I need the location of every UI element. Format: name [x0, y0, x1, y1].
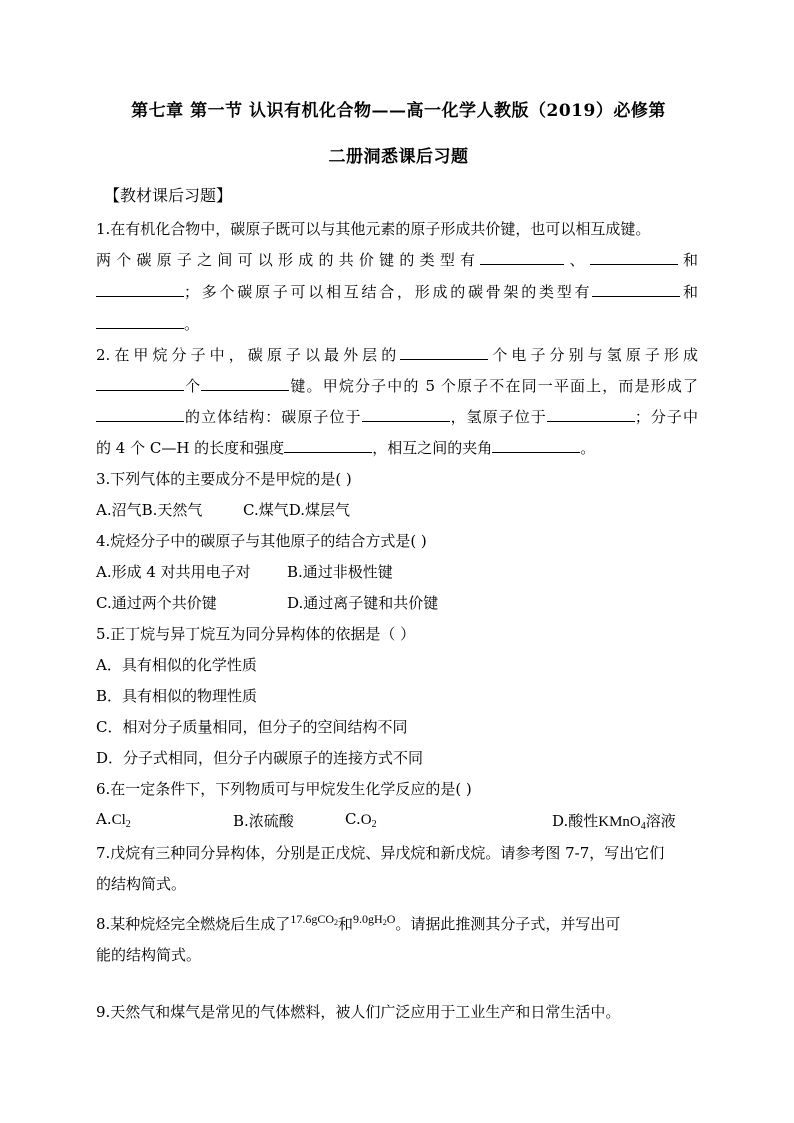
q7-line-2: 的结构简式。	[96, 875, 187, 893]
q2-text: ；分子中	[634, 408, 698, 426]
q1-line-4	[96, 313, 698, 334]
formula-kmno4: KMnO	[598, 814, 641, 830]
q3-options-c-d[interactable]: C.煤气D.煤层气	[243, 501, 350, 519]
q5-option-c[interactable]: C．相对分子质量相同，但分子的空间结构不同	[96, 718, 408, 736]
q8-line-2: 能的结构简式。	[96, 946, 202, 964]
q2-blank-3[interactable]	[201, 376, 289, 391]
q1-blank-1[interactable]	[480, 250, 564, 265]
q4-stem: 4.烷烃分子中的碳原子与其他原子的结合方式是( )	[96, 532, 427, 550]
q7-line-1: 7.戊烷有三种同分异构体，分别是正戊烷、异戊烷和新戊烷。请参考图 7-7，写出它们	[96, 844, 665, 862]
q2-text: 的 4 个 C—H 的长度和强度	[96, 439, 285, 457]
formula-o2: O	[360, 812, 372, 828]
q5-option-d[interactable]: D．分子式相同，但分子内碳原子的连接方式不同	[96, 749, 424, 767]
q2-line-2	[96, 375, 698, 396]
q1-line-3	[96, 281, 698, 302]
q2-text: ，氢原子位于	[449, 408, 547, 426]
formula-co2: 17.6gCO	[290, 912, 334, 926]
q2-blank-7[interactable]	[284, 438, 372, 453]
q4-option-c[interactable]: C.通过两个共价键	[96, 594, 217, 612]
q2-line-4	[96, 437, 698, 458]
q4-option-d[interactable]: D.通过离子键和共价键	[287, 594, 439, 612]
q1-line-1: 1.在有机化合物中，碳原子既可以与其他元素的原子形成共价键，也可以相互成键。	[96, 220, 651, 238]
q2-blank-5[interactable]	[362, 407, 450, 422]
q2-line-3	[96, 406, 698, 427]
q1-line-2	[96, 249, 698, 270]
q6-stem: 6.在一定条件下，下列物质可与甲烷发生化学反应的是( )	[96, 780, 472, 798]
q1-blank-4[interactable]	[592, 282, 680, 297]
q6-option-a[interactable]	[96, 810, 131, 830]
q5-option-a[interactable]: A．具有相似的化学性质	[96, 656, 257, 674]
q4-option-b[interactable]: B.通过非极性键	[287, 563, 393, 581]
formula-subscript: 2	[125, 819, 131, 830]
q8-line-1	[96, 912, 698, 934]
q2-blank-1[interactable]	[400, 345, 488, 360]
q1-blank-2[interactable]	[590, 250, 678, 265]
formula-subscript: 2	[382, 918, 387, 927]
q1-text: 和	[677, 251, 698, 269]
formula-subscript: 4	[640, 821, 646, 832]
q1-text: 。	[184, 315, 200, 333]
q6-option-d-suffix: 溶液	[645, 812, 676, 830]
q2-blank-8[interactable]	[492, 438, 580, 453]
formula-h2o: 9.0gH	[353, 912, 383, 926]
q1-text: 两个碳原子之间可以形成的共价键的类型有	[96, 251, 481, 269]
q2-text: 。	[580, 439, 596, 457]
q2-blank-4[interactable]	[96, 407, 184, 422]
q5-option-b[interactable]: B．具有相似的物理性质	[96, 687, 258, 705]
q2-text: 键。甲烷分子中的 5 个原子不在同一平面上，而是形成了	[289, 377, 698, 395]
q2-text: 个电子分别与氢原子形成	[488, 346, 698, 364]
section-label: 【教材课后习题】	[104, 186, 233, 205]
formula-cl2: Cl	[111, 812, 126, 828]
q2-text: 的立体结构：碳原子位于	[184, 408, 362, 426]
q8-mass-h2o	[353, 912, 395, 926]
q6-option-b[interactable]: B.浓硫酸	[233, 812, 294, 830]
q2-line-1	[96, 344, 698, 365]
q4-option-a[interactable]: A.形成 4 对共用电子对	[96, 563, 251, 581]
document-title-line-2: 二册洞悉课后习题	[328, 147, 469, 167]
q5-stem: 5.正丁烷与异丁烷互为同分异构体的依据是（ ）	[96, 625, 416, 643]
formula-subscript: 2	[371, 819, 377, 830]
q8-text: 和	[338, 915, 354, 933]
q6-option-c-label: C.	[345, 810, 361, 828]
q1-blank-3[interactable]	[96, 282, 184, 297]
q2-text: ，相互之间的夹角	[372, 439, 493, 457]
q2-blank-2[interactable]	[96, 376, 184, 391]
q9-line-1: 9.天然气和煤气是常见的气体燃料，被人们广泛应用于工业生产和日常生活中。	[96, 1003, 621, 1021]
q8-text: 8.某种烷烃完全燃烧后生成了	[96, 915, 291, 933]
document-title-line-1: 第七章 第一节 认识有机化合物——高一化学人教版（2019）必修第	[131, 101, 666, 121]
q2-text: 2.在甲烷分子中，碳原子以最外层的	[96, 346, 401, 364]
q2-text: 个	[184, 377, 202, 395]
q1-blank-5[interactable]	[96, 314, 184, 329]
q3-options-a-b[interactable]: A.沼气B.天然气	[96, 501, 203, 519]
q8-mass-co2	[290, 912, 338, 926]
formula-subscript: 2	[334, 918, 338, 927]
q6-option-a-label: A.	[96, 810, 112, 828]
q1-text: ；多个碳原子可以相互结合，形成的碳骨架的类型有	[184, 283, 593, 301]
q3-stem: 3.下列气体的主要成分不是甲烷的是( )	[96, 470, 352, 488]
formula-h2o-tail: O	[386, 912, 396, 926]
q1-text: 和	[680, 283, 698, 301]
q8-text: 。请据此推测其分子式，并写出可	[395, 915, 621, 933]
q2-blank-6[interactable]	[547, 407, 635, 422]
q6-option-d-label: D.酸性	[552, 812, 599, 830]
q1-text: 、	[564, 251, 590, 269]
q6-option-c[interactable]	[345, 810, 377, 830]
q6-option-d[interactable]	[552, 810, 676, 832]
